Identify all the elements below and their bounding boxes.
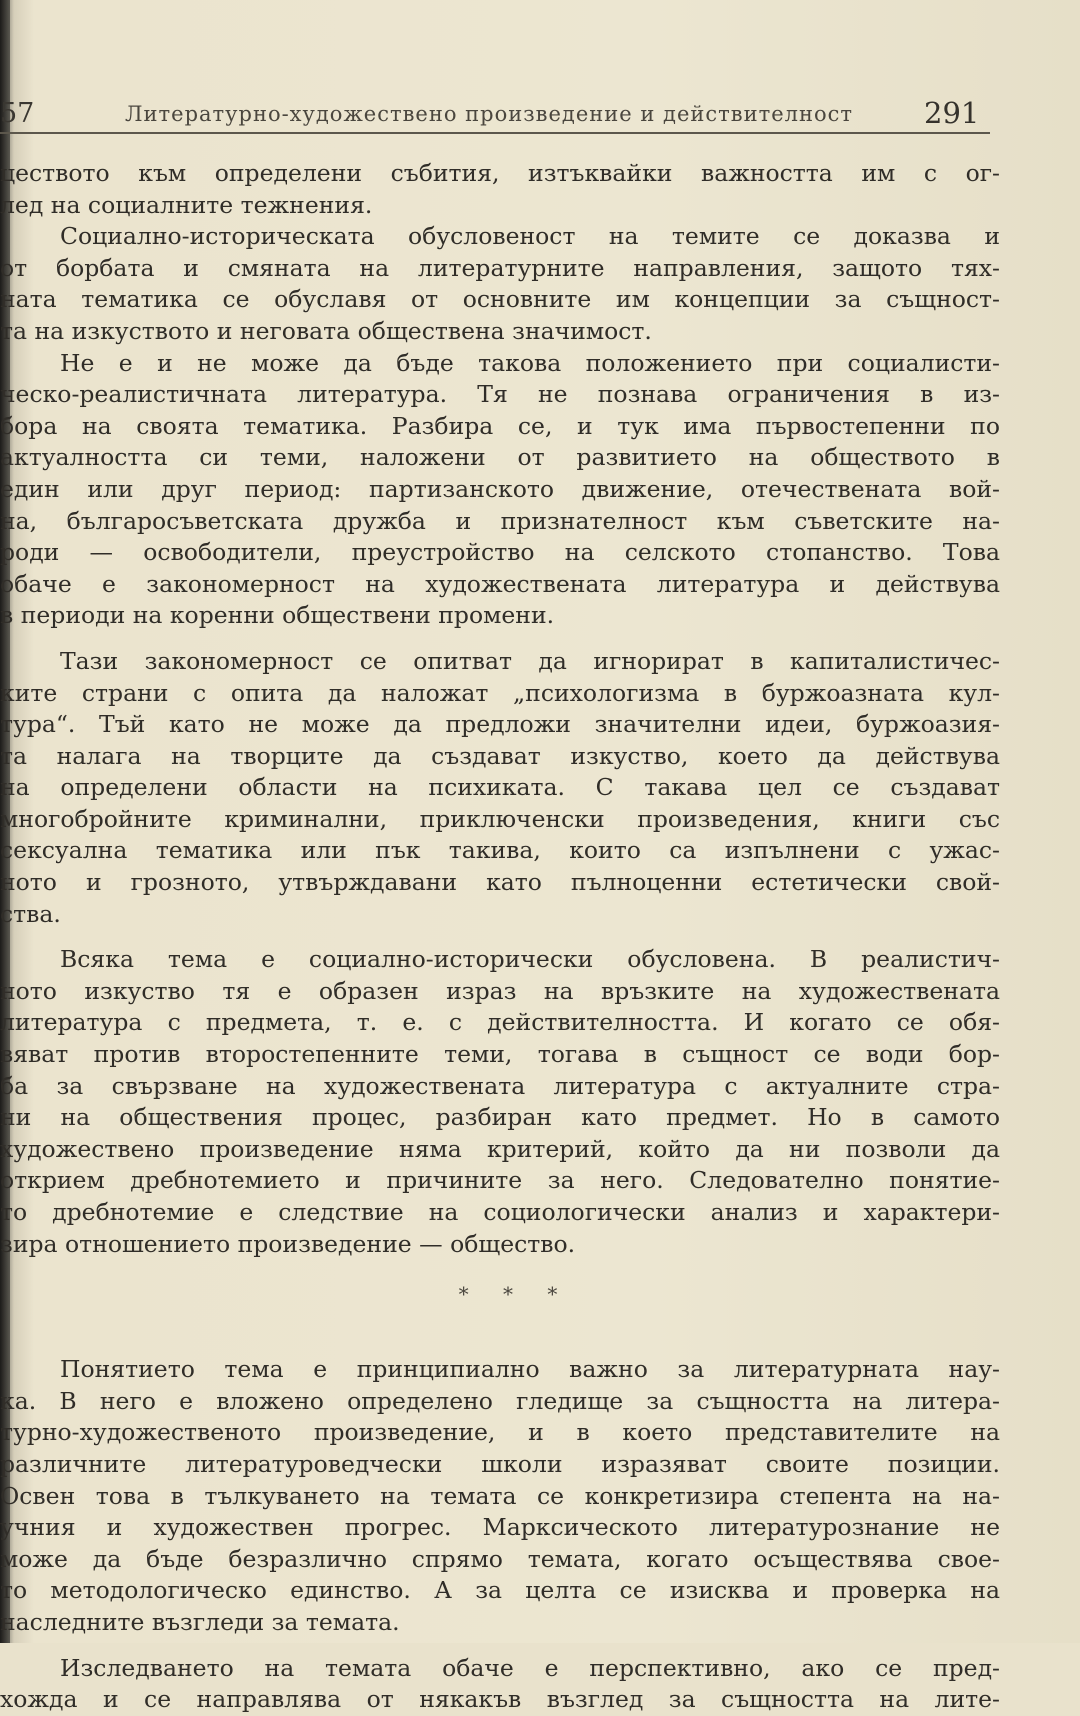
text-line: бора на своята тематика. Разбира се, и тук има първостепенни по (0, 411, 1000, 440)
text-line: един или друг период: партизанското движение, отечествената вой- (0, 474, 1000, 503)
paragraph-5 (0, 944, 1000, 1260)
text-line: Изследването на темата обаче е перспективно, ако се пред- (60, 1653, 1000, 1682)
text-line: ни на обществения процес, разбиран като предмет. Но в самото (0, 1103, 1000, 1132)
text-line: Социално-историческата обусловеност на темите се доказва и (60, 222, 1000, 251)
text-line: хожда и се направлява от някакъв възглед за същността на лите- (0, 1685, 1000, 1714)
section-gap (0, 1314, 1000, 1354)
text-line: Не е и не може да бъде такова положението при социалисти- (60, 348, 1000, 377)
text-line: зира отношението произведение — общество. (0, 1229, 576, 1258)
text-line: та налага на творците да създават изкуство, което да действува (0, 741, 1000, 770)
text-line: роди — освободители, преустройство на селското стопанство. Това (0, 538, 1000, 567)
text-line: актуалността си теми, наложени от развитието на обществото в (0, 443, 1000, 472)
paragraph-gap (0, 930, 1000, 944)
text-line: лед на социалните тежнения. (0, 190, 373, 219)
paragraph-3 (0, 348, 1000, 632)
text-line: ческо-реалистичната литература. Тя не познава ограничения в из- (0, 380, 1000, 409)
paragraph-gap (0, 1260, 1000, 1274)
paragraph-6 (0, 1354, 1000, 1638)
paragraph-gap (0, 632, 1000, 646)
text-line: ка. В него е вложено определено гледище за същността на литера- (0, 1386, 1000, 1415)
left-page-number: 57 (0, 98, 35, 129)
text-line: на определени области на психиката. С такава цел се създават (0, 773, 1000, 802)
page-header (0, 98, 1000, 134)
text-line: ките страни с опита да наложат „психологизма в буржоазната кул- (0, 678, 1000, 707)
text-line: турно-художественото произведение, и в което представителите на (0, 1418, 1000, 1447)
page-number: 291 (924, 96, 980, 130)
text-line: цеството към определени събития, изтъквайки важността им с ог- (0, 159, 1000, 187)
text-line: обаче е закономерност на художествената литература и действува (0, 569, 1000, 598)
paragraph-2 (0, 221, 1000, 347)
section-divider: * * * (458, 1282, 572, 1307)
text-line: наследните възгледи за темата. (0, 1607, 400, 1636)
text-line: тура“. Тъй като не може да предложи значителни идеи, буржоазия- (0, 710, 1000, 739)
text-line: ба за свързване на художествената литература с актуалните стра- (0, 1071, 1000, 1100)
text-line: различните литературоведчески школи изразяват своите позиции. (0, 1449, 1000, 1478)
running-title: Литературно-художествено произведение и действителност (125, 102, 854, 126)
text-line: ства. (0, 899, 61, 928)
text-line: ната тематика се обуславя от основните им концепции за същност- (0, 285, 1000, 314)
text-line: Тази закономерност се опитват да игнорират в капиталистичес- (60, 646, 1000, 675)
paragraph-gap (0, 1639, 1000, 1653)
text-line: може да бъде безразлично спрямо темата, когато осъществява свое- (0, 1544, 1000, 1573)
text-line: то методологическо единство. А за целта се изисква и проверка на (0, 1576, 1000, 1605)
text-line: Понятието тема е принципиално важно за литературната нау- (60, 1355, 1000, 1384)
text-line: Всяка тема е социално-исторически обусловена. В реалистич- (60, 945, 1000, 974)
text-line: художествено произведение няма критерий, който да ни позволи да (0, 1134, 1000, 1163)
text-line: Освен това в тълкуването на темата се конкретизира степента на на- (0, 1481, 1000, 1510)
header-rule (0, 132, 990, 134)
text-line: вяват против второстепенните теми, тогава в същност се води бор- (0, 1040, 1000, 1069)
text-line: литература с предмета, т. е. с действителността. И когато се обя- (0, 1008, 1000, 1037)
paragraph-4 (0, 646, 1000, 930)
text-line: открием дребнотемието и причините за него. Следователно понятие- (0, 1166, 1000, 1195)
text-line: ното изкуство тя е образен израз на връзките на художествената (0, 976, 1000, 1005)
text-line: учния и художествен прогрес. Марксическото литературознание не (0, 1513, 1000, 1542)
text-line: то дребнотемие е следствие на социологически анализ и характери- (0, 1198, 1000, 1226)
text-line: в периоди на коренни обществени промени. (0, 601, 555, 630)
text-line: на, българосъветската дружба и признателност към съветските на- (0, 506, 1000, 535)
paragraph-7 (0, 1653, 1000, 1716)
body-text (0, 158, 1000, 1716)
text-line: многобройните криминални, приключенски произведения, книги със (0, 804, 1000, 833)
text-line: сексуална тематика или пък такива, които са изпълнени с ужас- (0, 836, 1000, 865)
text-line: та на изкуството и неговата обществена значимост. (0, 316, 652, 345)
paragraph-1 (0, 158, 1000, 221)
text-line: от борбата и смяната на литературните направления, защото тях- (0, 253, 1000, 282)
text-line: ното и грозното, утвърждавани като пълноценни естетически свой- (0, 868, 1000, 897)
